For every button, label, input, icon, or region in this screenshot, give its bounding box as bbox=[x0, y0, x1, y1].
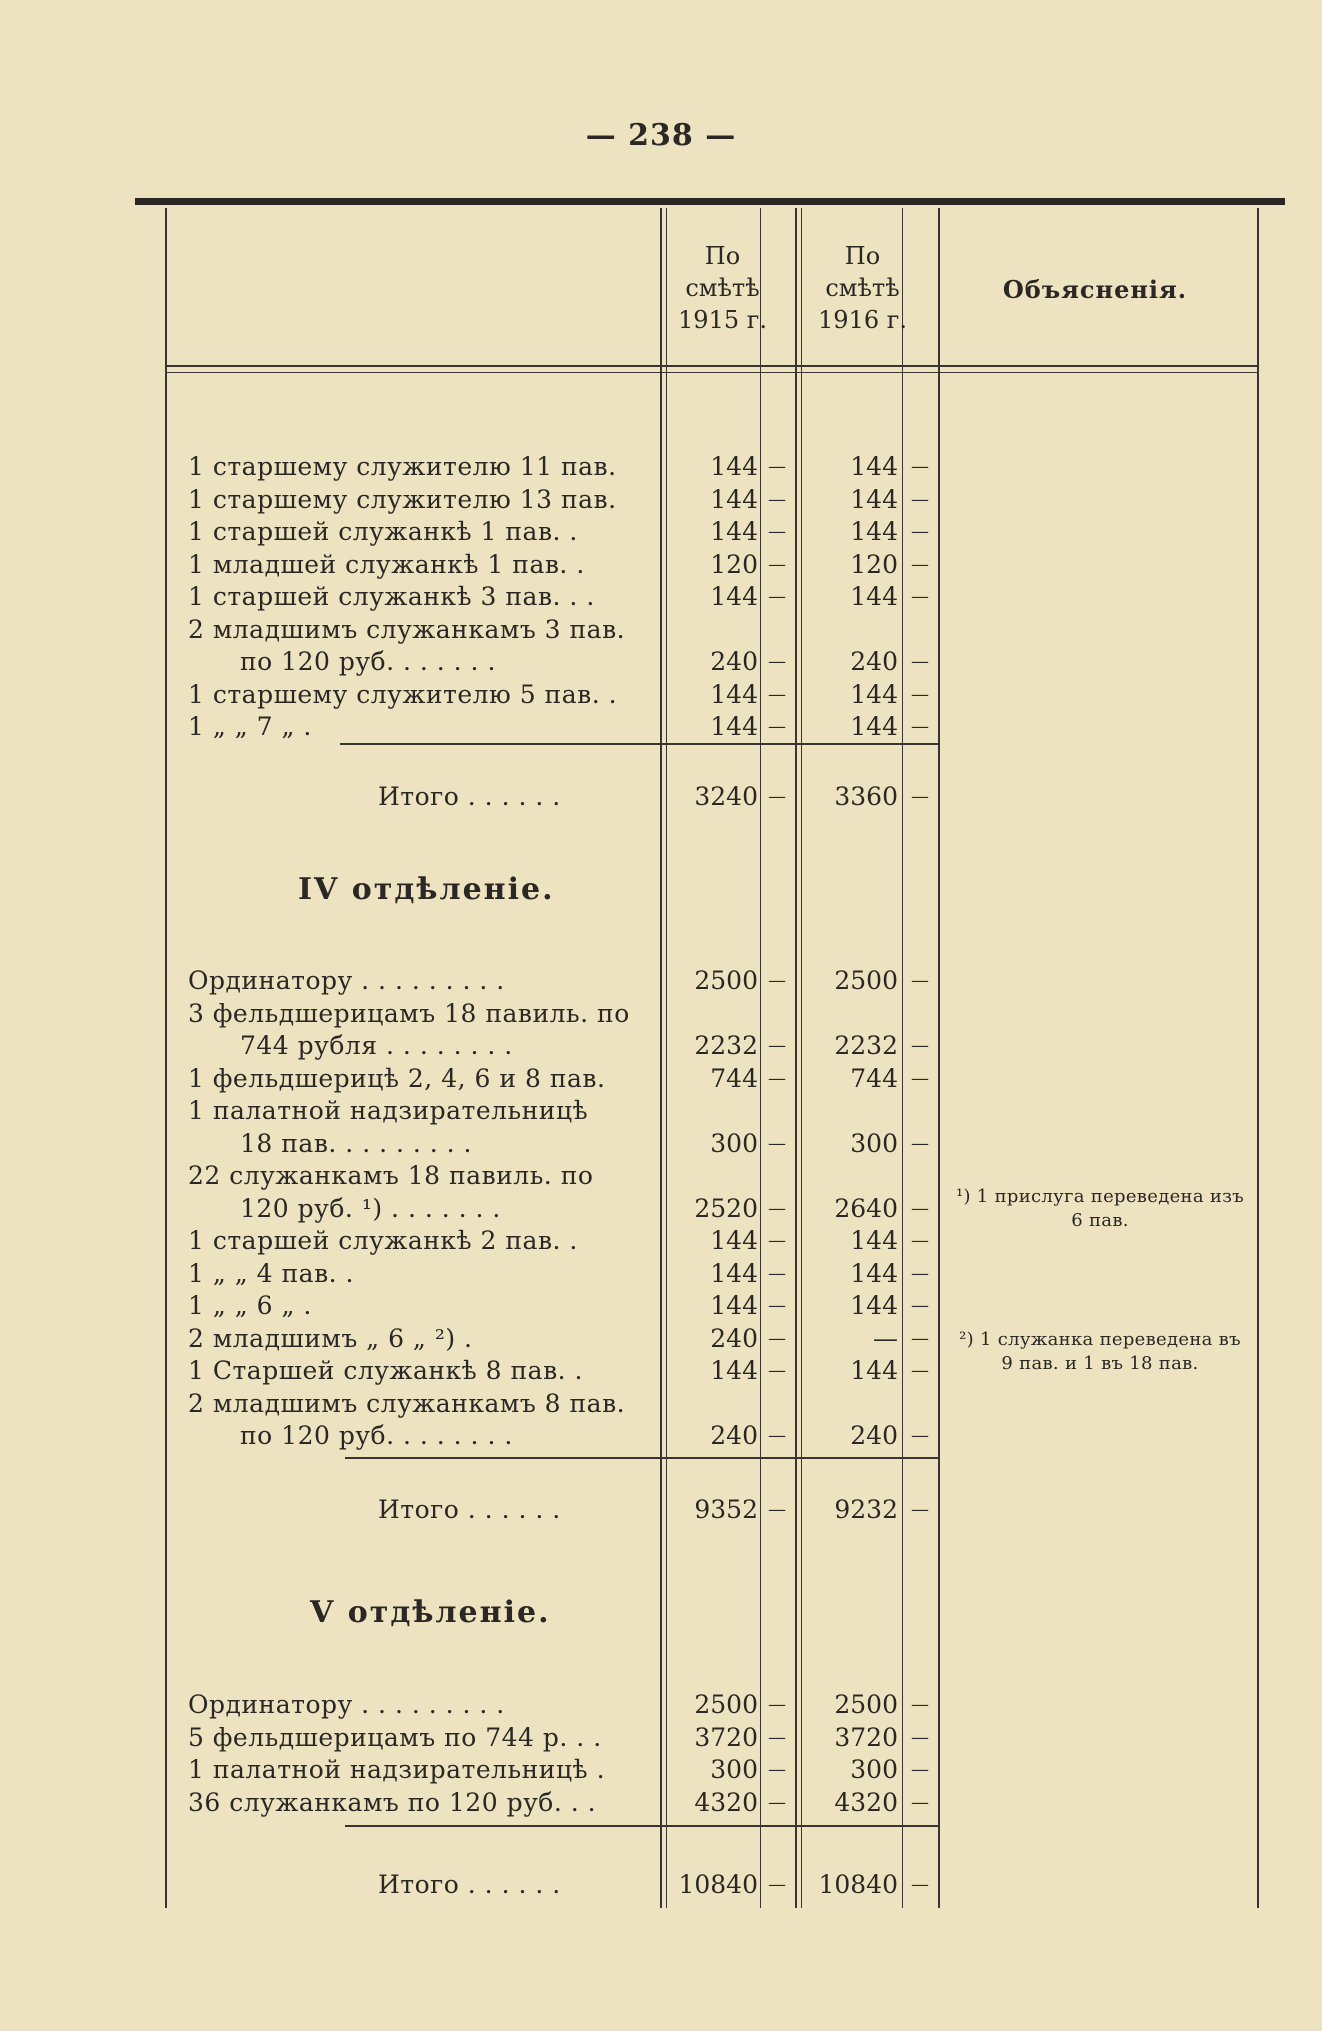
value-1916: 144 bbox=[850, 484, 898, 514]
total-label: Итого . . . . . . bbox=[378, 1870, 561, 1899]
row-description: 22 служанкамъ 18 павиль. по bbox=[188, 1161, 594, 1190]
kopeck-dash: — bbox=[911, 786, 929, 807]
kopeck-dash: — bbox=[911, 1360, 929, 1381]
value-1916: 144 bbox=[850, 1226, 898, 1255]
header-bottom-rule bbox=[165, 372, 1259, 373]
kopeck-dash: — bbox=[768, 1759, 786, 1780]
value-1916: 2640 bbox=[834, 1193, 898, 1223]
kopeck-dash: — bbox=[911, 1197, 929, 1219]
row-description: Ординатору . . . . . . . . . bbox=[188, 966, 505, 995]
row-description: 1 Старшей служанкѣ 8 пав. . bbox=[188, 1356, 584, 1385]
kopeck-dash: — bbox=[768, 1035, 786, 1056]
kopeck-dash: — bbox=[768, 586, 786, 607]
value-1915: 144 bbox=[710, 1226, 758, 1255]
value-1915: 144 bbox=[710, 517, 758, 546]
section-5-title: V отдѣленіе. bbox=[310, 1595, 551, 1630]
row-description: 1 младшей служанкѣ 1 пав. . bbox=[188, 549, 585, 579]
kopeck-dash: — bbox=[911, 683, 929, 705]
value-1916: 144 bbox=[850, 1258, 898, 1288]
kopeck-dash: — bbox=[768, 683, 786, 705]
kopeck-dash: — bbox=[911, 1726, 929, 1748]
row-description: 36 служанкамъ по 120 руб. . . bbox=[188, 1787, 597, 1817]
value-1916: 2500 bbox=[834, 1690, 898, 1719]
kopeck-dash: — bbox=[911, 1132, 929, 1154]
row-description: 1 палатной надзирательницѣ . bbox=[188, 1755, 606, 1784]
total-label: Итого . . . . . . bbox=[378, 1495, 561, 1524]
value-1915: 144 bbox=[710, 1291, 758, 1320]
value-1916: 744 bbox=[850, 1063, 898, 1093]
value-1916: 300 bbox=[850, 1128, 898, 1158]
row-description: 1 старшей служанкѣ 1 пав. . bbox=[188, 517, 578, 546]
value-1915: 2232 bbox=[694, 1031, 758, 1060]
total-1915: 3240 bbox=[694, 782, 758, 811]
kopeck-dash: — bbox=[768, 1499, 786, 1520]
footnote-2: ²) 1 служанка переведена въ 9 пав. и 1 въ 18 пав. bbox=[959, 1329, 1241, 1374]
kopeck-dash: — bbox=[768, 521, 786, 542]
value-1916: — bbox=[873, 1323, 898, 1353]
row-description: 18 пав. . . . . . . . . bbox=[240, 1128, 472, 1158]
kopeck-dash: — bbox=[768, 1791, 786, 1813]
row-description: по 120 руб. . . . . . . . bbox=[240, 1421, 513, 1450]
total-1916: 9232 bbox=[834, 1495, 898, 1524]
row-description: 1 старшему служителю 5 пав. . bbox=[188, 679, 618, 709]
kopeck-dash: — bbox=[911, 1230, 929, 1251]
value-1915: 240 bbox=[710, 1323, 758, 1353]
row-description: 744 рубля . . . . . . . . bbox=[240, 1031, 513, 1060]
kopeck-dash: — bbox=[911, 651, 929, 672]
kopeck-dash: — bbox=[768, 1295, 786, 1316]
header-explanations: Объясненія. bbox=[1002, 275, 1188, 304]
value-1916: 240 bbox=[850, 1421, 898, 1450]
value-1916: 300 bbox=[850, 1755, 898, 1784]
kopeck-dash: — bbox=[768, 1197, 786, 1219]
value-1915: 2500 bbox=[694, 1690, 758, 1719]
row-description: 1 старшей служанкѣ 2 пав. . bbox=[188, 1226, 578, 1255]
kopeck-dash: — bbox=[911, 1327, 929, 1349]
row-description: 2 младшимъ „ 6 „ ²) . bbox=[188, 1323, 473, 1353]
kopeck-dash: — bbox=[768, 1327, 786, 1349]
value-1916: 144 bbox=[850, 712, 898, 741]
kopeck-dash: — bbox=[768, 1425, 786, 1446]
value-1915: 144 bbox=[710, 1258, 758, 1288]
column-divider bbox=[795, 208, 797, 1908]
row-description: 1 „ „ 4 пав. . bbox=[188, 1258, 354, 1288]
value-1915: 2520 bbox=[694, 1193, 758, 1223]
column-divider bbox=[666, 208, 667, 1908]
kopeck-dash: — bbox=[911, 1035, 929, 1056]
kopeck-dash: — bbox=[768, 1726, 786, 1748]
kopeck-dash: — bbox=[768, 1067, 786, 1089]
total-1915: 10840 bbox=[678, 1870, 758, 1899]
total-1915: 9352 bbox=[694, 1495, 758, 1524]
value-1915: 4320 bbox=[694, 1787, 758, 1817]
kopeck-dash: — bbox=[911, 970, 929, 991]
kopeck-dash: — bbox=[768, 1262, 786, 1284]
value-1916: 144 bbox=[850, 517, 898, 546]
kopeck-dash: — bbox=[768, 716, 786, 737]
value-1916: 240 bbox=[850, 647, 898, 676]
kopeck-dash: — bbox=[768, 553, 786, 575]
value-1915: 144 bbox=[710, 452, 758, 481]
kopeck-dash: — bbox=[911, 456, 929, 477]
kopeck-dash: — bbox=[768, 1230, 786, 1251]
row-description: 2 младшимъ служанкамъ 8 пав. bbox=[188, 1388, 626, 1418]
column-divider bbox=[660, 208, 662, 1908]
row-description: 2 младшимъ служанкамъ 3 пав. bbox=[188, 614, 626, 644]
kopeck-dash: — bbox=[768, 488, 786, 510]
sum-rule bbox=[345, 1825, 938, 1827]
kopeck-dash: — bbox=[768, 1874, 786, 1895]
value-1916: 144 bbox=[850, 1356, 898, 1385]
section-4-title: IV отдѣленіе. bbox=[298, 872, 555, 907]
kopeck-dash: — bbox=[768, 1694, 786, 1715]
value-1915: 300 bbox=[710, 1755, 758, 1784]
row-description: 1 старшему служителю 11 пав. bbox=[188, 452, 617, 481]
kopeck-dash: — bbox=[911, 1295, 929, 1316]
value-1915: 3720 bbox=[694, 1722, 758, 1752]
row-description: 1 „ „ 6 „ . bbox=[188, 1291, 312, 1320]
footnote-1: ¹) 1 прислуга переведена изъ 6 пав. bbox=[955, 1186, 1245, 1231]
kopeck-dash: — bbox=[911, 1874, 929, 1895]
kopeck-dash: — bbox=[911, 1499, 929, 1520]
kopeck-dash: — bbox=[911, 716, 929, 737]
value-1916: 144 bbox=[850, 452, 898, 481]
value-1915: 144 bbox=[710, 679, 758, 709]
row-description: 3 фельдшерицамъ 18 павиль. по bbox=[188, 998, 630, 1028]
header-rule bbox=[135, 198, 1285, 205]
header-col-1916: По смѣтѣ 1916 г. bbox=[818, 242, 907, 334]
kopeck-dash: — bbox=[911, 488, 929, 510]
kopeck-dash: — bbox=[911, 586, 929, 607]
kopeck-dash: — bbox=[768, 1132, 786, 1154]
value-1915: 240 bbox=[710, 1421, 758, 1450]
kopeck-dash: — bbox=[911, 1694, 929, 1715]
kopeck-dash: — bbox=[768, 456, 786, 477]
value-1915: 240 bbox=[710, 647, 758, 676]
value-1915: 120 bbox=[710, 549, 758, 579]
kopeck-dash: — bbox=[911, 1425, 929, 1446]
value-1916: 144 bbox=[850, 679, 898, 709]
value-1916: 3720 bbox=[834, 1722, 898, 1752]
value-1916: 120 bbox=[850, 549, 898, 579]
header-bottom-rule bbox=[165, 365, 1259, 367]
kopeck-dash: — bbox=[911, 521, 929, 542]
value-1916: 2500 bbox=[834, 966, 898, 995]
header-col-1915: По смѣтѣ 1915 г. bbox=[678, 242, 767, 334]
total-1916: 3360 bbox=[834, 782, 898, 811]
column-divider bbox=[801, 208, 802, 1908]
value-1915: 2500 bbox=[694, 966, 758, 995]
value-1915: 144 bbox=[710, 582, 758, 611]
kopeck-dash: — bbox=[911, 1262, 929, 1284]
row-description: 1 старшей служанкѣ 3 пав. . . bbox=[188, 582, 595, 611]
row-description: 1 старшему служителю 13 пав. bbox=[188, 484, 617, 514]
kopeck-dash: — bbox=[768, 786, 786, 807]
column-divider bbox=[938, 208, 940, 1908]
kopeck-dash: — bbox=[911, 1067, 929, 1089]
row-description: 120 руб. ¹) . . . . . . . bbox=[240, 1193, 501, 1223]
value-1915: 744 bbox=[710, 1063, 758, 1093]
kopeck-dash: — bbox=[768, 651, 786, 672]
row-description: 5 фельдшерицамъ по 744 р. . . bbox=[188, 1722, 602, 1752]
value-1915: 144 bbox=[710, 484, 758, 514]
value-1915: 144 bbox=[710, 712, 758, 741]
kopeck-dash: — bbox=[911, 1759, 929, 1780]
kopeck-dash: — bbox=[911, 553, 929, 575]
value-1916: 144 bbox=[850, 582, 898, 611]
row-description: 1 фельдшерицѣ 2, 4, 6 и 8 пав. bbox=[188, 1063, 606, 1093]
total-1916: 10840 bbox=[818, 1870, 898, 1899]
row-description: 1 „ „ 7 „ . bbox=[188, 712, 312, 741]
row-description: 1 палатной надзирательницѣ bbox=[188, 1096, 589, 1125]
sum-rule bbox=[345, 1457, 938, 1459]
value-1915: 144 bbox=[710, 1356, 758, 1385]
row-description: Ординатору . . . . . . . . . bbox=[188, 1690, 505, 1719]
value-1915: 300 bbox=[710, 1128, 758, 1158]
page-number: — 238 — bbox=[585, 118, 737, 153]
kopeck-dash: — bbox=[911, 1791, 929, 1813]
kopeck-dash: — bbox=[768, 970, 786, 991]
value-1916: 4320 bbox=[834, 1787, 898, 1817]
column-divider bbox=[760, 208, 761, 1908]
column-divider bbox=[902, 208, 903, 1908]
value-1916: 2232 bbox=[834, 1031, 898, 1060]
value-1916: 144 bbox=[850, 1291, 898, 1320]
sum-rule bbox=[340, 743, 938, 745]
total-label: Итого . . . . . . bbox=[378, 782, 561, 811]
kopeck-dash: — bbox=[768, 1360, 786, 1381]
row-description: по 120 руб. . . . . . . bbox=[240, 647, 496, 676]
